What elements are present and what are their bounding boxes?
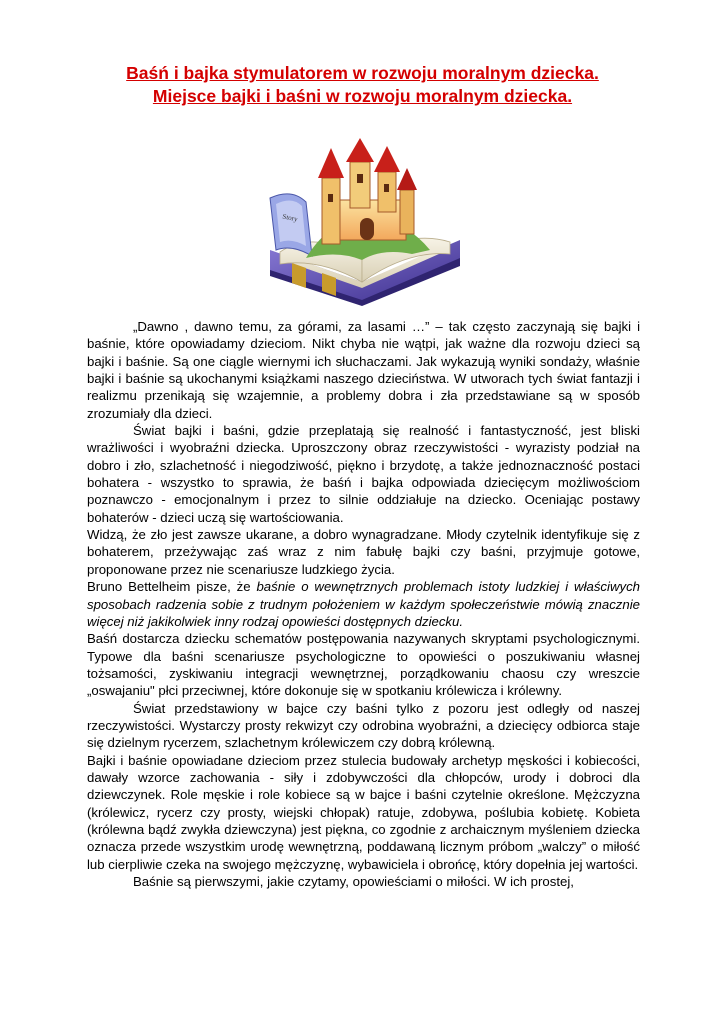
paragraph-2: Świat bajki i baśni, gdzie przeplatają się realność i fantastyczność, jest bliski wrażliwości i wyobraźni dziecka. Uproszczony obraz rzeczywistości - wyrazisty podział na dobro i zło, szlachetność i niegodziwość, piękno i brzydotę, a także jednoznaczność postaci bohatera - wszystko to sprawia, że baśń i bajka odpowiada dziecięcym możliwościom poznawczo - emocjonalnym i przez to silnie oddziałuje na dziecko. Oceniając postawy bohaterów - dzieci uczą się wartościowania. — [87, 423, 640, 525]
paragraph-1: „Dawno , dawno temu, za górami, za lasami …” – tak często zaczynają się bajki i baśnie, które opowiadamy dzieciom. Nikt chyba nie wątpi, jak ważne dla rozwoju dzieci są bajki i baśnie. Są one ciągle wiernymi ich słuchaczami. Jak wykazują wyniki sondaży, właśnie bajki i baśnie są ukochanymi książkami naszego dzieciństwa. W utworach tych świat fantazji i realizmu przenikają się wzajemnie, a problemy dobra i zła przedstawiane są w sposób zrozumiały dla dzieci. — [87, 319, 640, 421]
paragraph-3: Widzą, że zło jest zawsze ukarane, a dobro wynagradzane. Młody czytelnik identyfikuje się z bohaterem, przeżywając zaś wraz z nim fabułę bajki czy baśni, przyjmuje gotowe, proponowane przez nie scenariusze ludzkiego życia. — [87, 527, 640, 577]
book-spine-text: Story — [281, 212, 299, 224]
document-body — [87, 318, 640, 890]
paragraph-8: Baśnie są pierwszymi, jakie czytamy, opowieściami o miłości. W ich prostej, — [133, 874, 574, 889]
paragraph-bettelheim — [87, 578, 640, 630]
document-title — [60, 62, 665, 108]
storybook-castle-icon — [262, 138, 468, 306]
paragraph-5: Baśń dostarcza dziecku schematów postępowania nazywanych skryptami psychologicznymi. Typowe dla baśni scenariusze psychologiczne to opowieści o poszukiwaniu własnej tożsamości, zyskiwaniu integracji wewnętrznej, porządkowaniu chaosu czy wreszcie „oswajaniu" płci przeciwnej, które dokonuje się w spotkaniu królewicza i królewny. — [87, 631, 640, 699]
title-line-2: Miejsce bajki i baśni w rozwoju moralnym dziecka. — [152, 86, 573, 106]
paragraph-7: Bajki i baśnie opowiadane dzieciom przez stulecia budowały archetyp męskości i kobiecości, dawały wzorce zachowania - siły i zdobywczości dla chłopców, urody i dobroci dla dziewczynek. Role męskie i role kobiece są w bajce i baśni czytelnie określone. Mężczyzna (królewicz, rycerz czy prosty, wiejski chłopak) ratuje, zdobywa, poślubia kobietę. Kobieta (królewna bądź zwykła dziewczyna) jest piękna, co zgodnie z archaicznym myśleniem dziecka oznacza przede wszystkim urodę wewnętrzną, poddawaną licznym próbom „walczy” o miłość lub cierpliwie czeka na swojego mężczyznę, wybawiciela i obrońcę, który dopełnia jej wartości. — [87, 752, 640, 872]
title-line-1: Baśń i bajka stymulatorem w rozwoju moralnym dziecka. — [126, 63, 599, 83]
paragraph-6: Świat przedstawiony w bajce czy baśni tylko z pozoru jest odległy od naszej rzeczywistości. Wystarczy prosty rekwizyt czy odrobina wyobraźni, a dziecięcy odbiorca staje się dzielnym rycerzem, szlachetnym królewiczem czy dobrą królewną. — [87, 700, 640, 751]
bettelheim-intro: Bruno Bettelheim pisze, że — [87, 579, 257, 595]
bettelheim-quote: baśnie o wewnętrznych problemach istoty ludzkiej i właściwych sposobach radzenia sobie z trudnym położeniem w każdym społeczeństwie mówią znacznie więcej niż jakikolwiek inny rodzaj opowieści dostępnych dziecku. — [87, 579, 640, 629]
